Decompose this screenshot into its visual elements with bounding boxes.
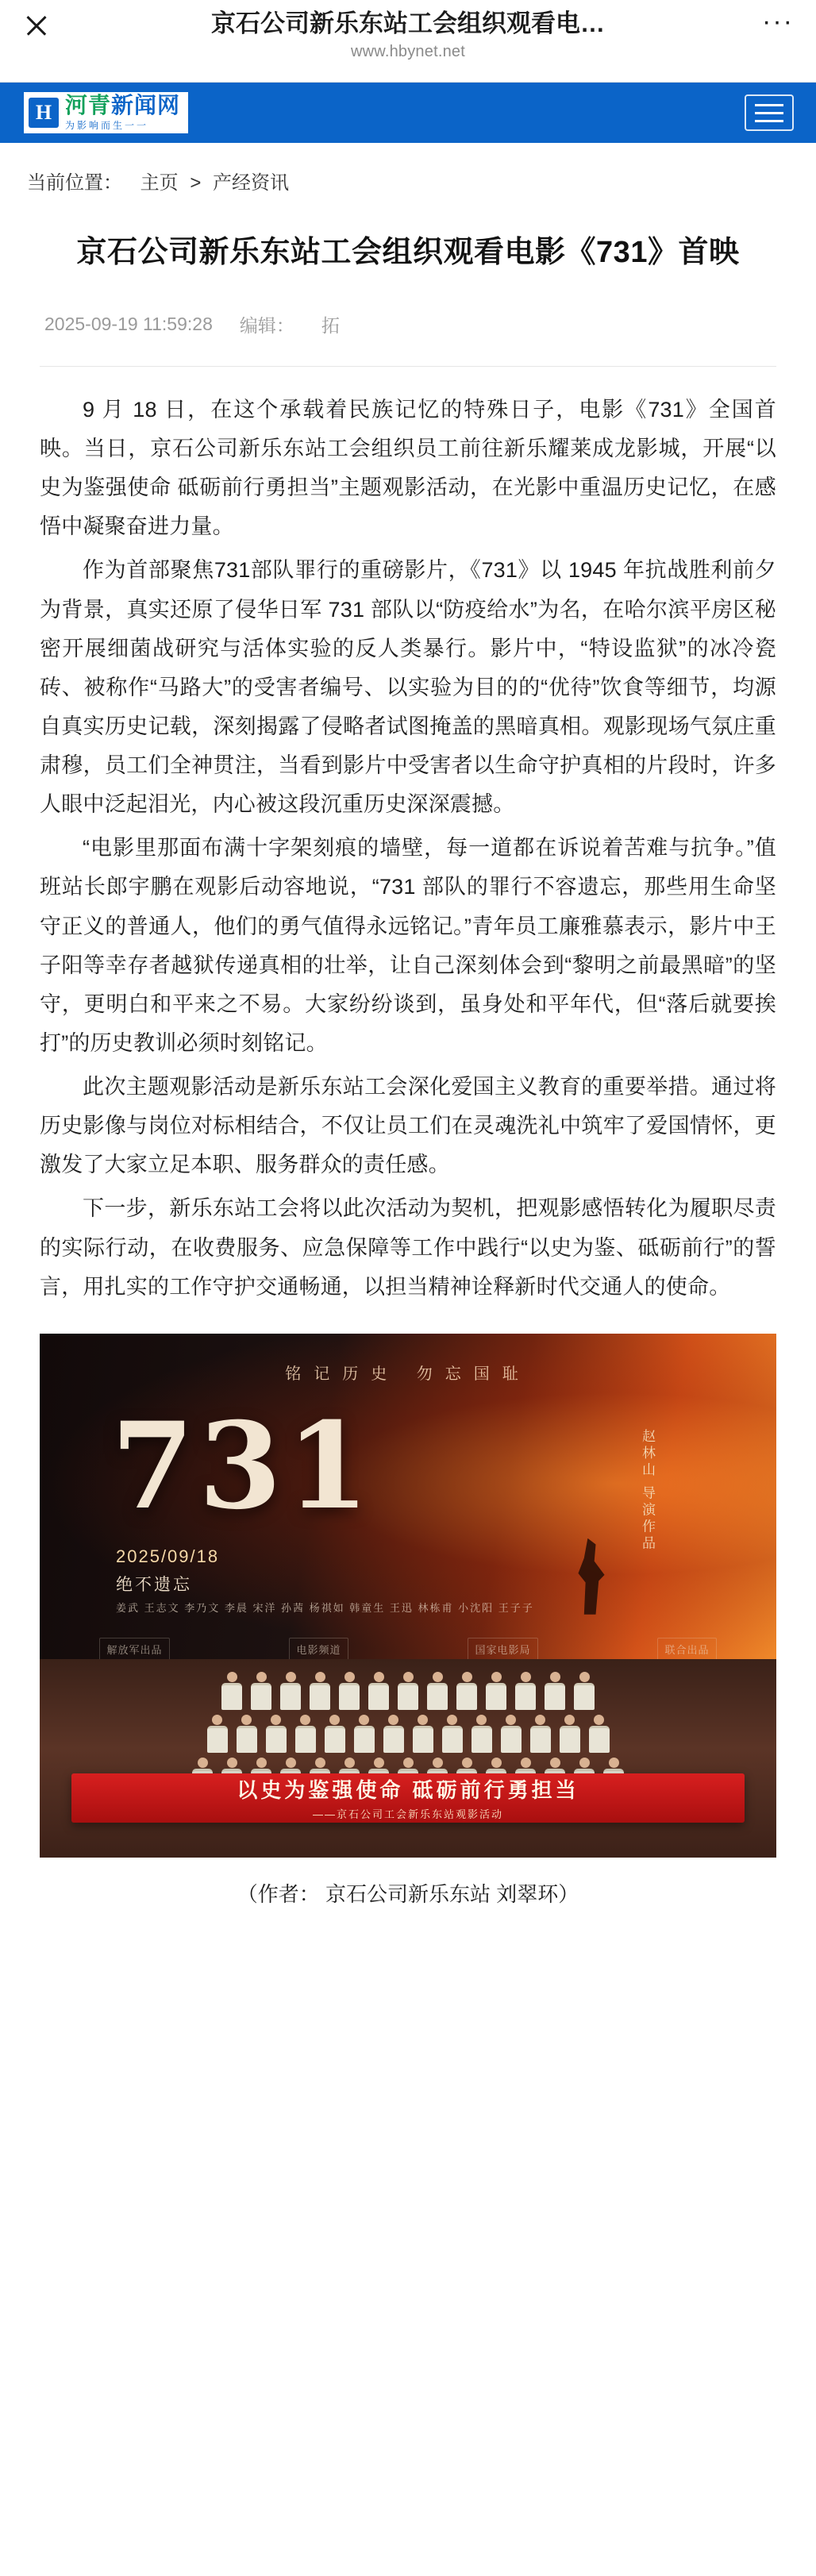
person-figure: [382, 1715, 406, 1753]
person-figure: [543, 1672, 567, 1710]
article-paragraph: 此次主题观影活动是新乐东站工会深化爱国主义教育的重要举措。通过将历史影像与岗位对标相结合，不仅让员工们在灵魂洗礼中筑牢了爱国情怀，更激发了大家立足本职、服务群众的责任感。: [40, 1075, 776, 1177]
group-photo: [40, 1659, 776, 1858]
person-figure: [529, 1715, 552, 1753]
article-photo: [40, 1334, 776, 1858]
person-figure: [470, 1715, 494, 1753]
browser-url: www.hbynet.net: [351, 43, 465, 60]
person-figure: [249, 1672, 273, 1710]
close-icon[interactable]: [21, 10, 52, 41]
poster-studio: 联合出品: [657, 1638, 716, 1661]
hamburger-line: [755, 120, 783, 122]
person-figure: [455, 1672, 479, 1710]
site-header: [0, 83, 816, 143]
group-row: [60, 1672, 756, 1710]
person-figure: [279, 1672, 302, 1710]
breadcrumb-separator: >: [190, 172, 202, 194]
person-figure: [514, 1672, 537, 1710]
poster-tagline: 绝不遗忘: [116, 1575, 192, 1594]
editor-name: 拓: [321, 314, 340, 336]
person-figure: [235, 1715, 259, 1753]
poster-studio-row: [40, 1638, 776, 1661]
poster-director-credit: 赵林山 导演作品: [640, 1428, 655, 1553]
editor-label: 编辑：: [239, 314, 294, 336]
person-figure: [484, 1672, 508, 1710]
person-figure: [441, 1715, 464, 1753]
movie-poster-backdrop: [40, 1334, 776, 1667]
breadcrumb-item-category[interactable]: 产经资讯: [213, 172, 290, 194]
breadcrumb-label: 当前位置：: [27, 172, 122, 194]
person-figure: [323, 1715, 347, 1753]
site-logo[interactable]: [24, 92, 188, 133]
logo-title-part2: 新闻网: [111, 92, 181, 117]
person-figure: [558, 1715, 582, 1753]
person-figure: [352, 1715, 376, 1753]
article-paragraph: 9 月 18 日，在这个承载着民族记忆的特殊日子，电影《731》全国首映。当日，京石公司新乐东站工会组织员工前往新乐耀莱成龙影城，开展“以史为鉴强使命 砥砺前行勇担当”主题观影活动，在光影中重温历史记忆，在感悟中凝聚奋进力量。: [40, 397, 776, 539]
person-figure: [367, 1672, 391, 1710]
article-meta: [44, 311, 776, 337]
logo-slogan: 为影响而生一一: [65, 120, 149, 132]
logo-mark: H: [29, 98, 59, 128]
poster-studio: 解放军出品: [99, 1638, 169, 1661]
breadcrumb: [0, 143, 816, 212]
article-paragraph: 作为首部聚焦731部队罪行的重磅影片，《731》以 1945 年抗战胜利前夕为背景，真实还原了侵华日军 731 部队以“防疫给水”为名，在哈尔滨平房区秘密开展细菌战研究与活体实验的反人类暴行。影片中，“特设监狱”的冰冷瓷砖、被称作“马路大”的受害者编号、以实验为目的的“优待”饮食等细节，均源自真实历史记载，深刻揭露了侵略者试图掩盖的黑暗真相。观影现场气氛庄重肃穆，员工们全神贯注，当看到影片中受害者以生命守护真相的片段时，许多人眼中泛起泪光，内心被这段沉重历史深深震撼。: [40, 558, 776, 817]
person-figure: [264, 1715, 288, 1753]
more-options-icon[interactable]: ···: [762, 6, 794, 37]
person-figure: [411, 1715, 435, 1753]
publish-date: 2025-09-19 11:59:28: [44, 313, 213, 334]
article: [0, 229, 816, 1939]
poster-figure-icon: [573, 1538, 610, 1615]
poster-release-date: 2025/09/18: [116, 1546, 220, 1566]
article-photo-wrapper: [40, 1334, 776, 1858]
poster-studio: 电影频道: [289, 1638, 348, 1661]
logo-title-part1: 河青: [65, 92, 112, 117]
person-figure: [425, 1672, 449, 1710]
group-row: [60, 1715, 756, 1753]
person-figure: [337, 1672, 361, 1710]
person-figure: [206, 1715, 229, 1753]
article-paragraph: 下一步，新乐东站工会将以此次活动为契机，把观影感悟转化为履职尽责的实际行动，在收费服务、应急保障等工作中践行“以史为鉴、砥砺前行”的誓言，用扎实的工作守护交通畅通，以担当精神诠释新时代交通人的使命。: [40, 1196, 776, 1299]
event-banner-sub-text: ——京石公司工会新乐东站观影活动: [312, 1808, 503, 1821]
event-banner-main-text: 以史为鉴强使命 砥砺前行勇担当: [237, 1778, 579, 1803]
meta-divider: [40, 366, 776, 367]
person-figure: [220, 1672, 244, 1710]
person-figure: [294, 1715, 318, 1753]
page-title: 京石公司新乐东站工会组织观看电影《731》首映: [76, 236, 740, 269]
event-banner: [71, 1773, 745, 1823]
photo-caption: （作者： 京石公司新乐东站 刘翠环）: [237, 1881, 579, 1906]
person-figure: [499, 1715, 523, 1753]
poster-studio: 国家电影局: [468, 1638, 537, 1661]
person-figure: [572, 1672, 596, 1710]
browser-topbar: [0, 0, 816, 83]
hamburger-line: [755, 112, 783, 114]
hamburger-icon[interactable]: [745, 94, 794, 131]
breadcrumb-item-home[interactable]: 主页: [140, 172, 179, 194]
logo-title: [65, 94, 180, 117]
article-paragraph: “电影里那面布满十字架刻痕的墙壁，每一道都在诉说着苦难与抗争。”值班站长郎宇鹏在观影后动容地说，“731 部队的罪行不容遗忘，那些用生命坚守正义的普通人，他们的勇气值得永远铭记。”青年员工廉雅慕表示，影片中王子阳等幸存者越狱传递真相的壮举，让自己深刻体会到“黎明之前最黑暗”的坚守，更明白和平来之不易。大家纷纷谈到，虽身处和平年代，但“落后就要挨打”的历史教训必须时刻铭记。: [40, 836, 776, 1055]
person-figure: [396, 1672, 420, 1710]
browser-page-title: 京石公司新乐东站工会组织观看电…: [211, 10, 605, 37]
poster-credits: 姜武 王志文 李乃文 李晨 宋洋 孙茜 杨祺如 韩童生 王迅 林栋甫 小沈阳 王子子: [116, 1601, 534, 1614]
poster-topline: 铭记历史 勿忘国耻: [285, 1365, 531, 1383]
hamburger-line: [755, 104, 783, 106]
person-figure: [308, 1672, 332, 1710]
article-body: [40, 391, 776, 1307]
poster-title-number: 731: [111, 1396, 375, 1536]
person-figure: [587, 1715, 611, 1753]
